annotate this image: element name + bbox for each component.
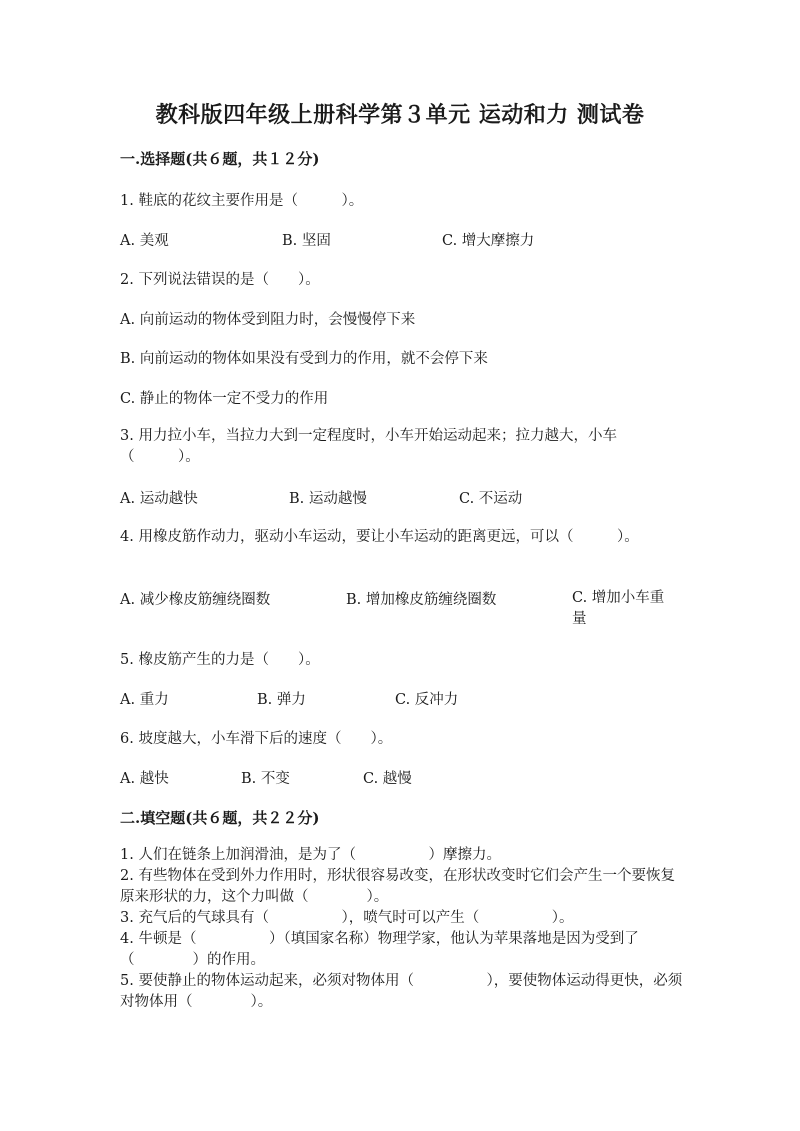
question-option: C. 越慢: [363, 771, 412, 787]
fill-question: 2. 有些物体在受到外力作用时，形状很容易改变，在形状改变时它们会产生一个要恢复原来形状的力，这个力叫做（ ）。: [120, 868, 675, 905]
fill-question: 4. 牛顿是（ ）（填国家名称）物理学家，他认为苹果落地是因为受到了（ ）的作用。: [120, 931, 639, 968]
question-option: B. 运动越慢: [289, 491, 367, 507]
section-heading-fill: 二.填空题(共６题，共２２分): [120, 809, 320, 827]
fill-question: 3. 充气后的气球具有（ ），喷气时可以产生（ ）。: [120, 910, 574, 926]
question-option: B. 向前运动的物体如果没有受到力的作用，就不会停下来: [120, 351, 488, 367]
question-option: A. 减少橡皮筋缠绕圈数: [120, 592, 271, 608]
question-text: 5. 橡皮筋产生的力是（ ）。: [120, 652, 320, 668]
question-option: A. 重力: [120, 692, 169, 708]
question-text: 3. 用力拉小车，当拉力大到一定程度时，小车开始运动起来；拉力越大，小车（ ）。: [120, 428, 617, 465]
fill-question: 1. 人们在链条上加润滑油，是为了（ ）摩擦力。: [120, 847, 501, 863]
question-option: C. 静止的物体一定不受力的作用: [120, 391, 329, 407]
question-option: C. 增大摩擦力: [442, 233, 535, 249]
question-text: 2. 下列说法错误的是（ ）。: [120, 272, 320, 288]
question-option: B. 坚固: [282, 233, 331, 249]
question-option: C. 不运动: [459, 491, 523, 507]
question-text: 4. 用橡皮筋作动力，驱动小车运动，要让小车运动的距离更远，可以（ ）。: [120, 529, 639, 545]
question-option: C. 反冲力: [395, 692, 459, 708]
question-option: A. 运动越快: [120, 491, 198, 507]
page-title: 教科版四年级上册科学第３单元 运动和力 测试卷: [155, 102, 645, 128]
question-option: B. 弹力: [257, 692, 306, 708]
question-option: A. 美观: [120, 233, 169, 249]
fill-question: 5. 要使静止的物体运动起来，必须对物体用（ ），要使物体运动得更快，必须对物体用（ ）。: [120, 973, 683, 1010]
question-text: 1. 鞋底的花纹主要作用是（ ）。: [120, 193, 364, 209]
question-option: C. 增加小车重量: [572, 590, 665, 627]
question-option: B. 不变: [241, 771, 290, 787]
question-option: A. 向前运动的物体受到阻力时，会慢慢停下来: [120, 312, 416, 328]
question-option: B. 增加橡皮筋缠绕圈数: [346, 592, 497, 608]
question-text: 6. 坡度越大，小车滑下后的速度（ ）。: [120, 731, 393, 747]
question-option: A. 越快: [120, 771, 169, 787]
section-heading-choice: 一.选择题(共６题，共１２分): [120, 150, 320, 168]
